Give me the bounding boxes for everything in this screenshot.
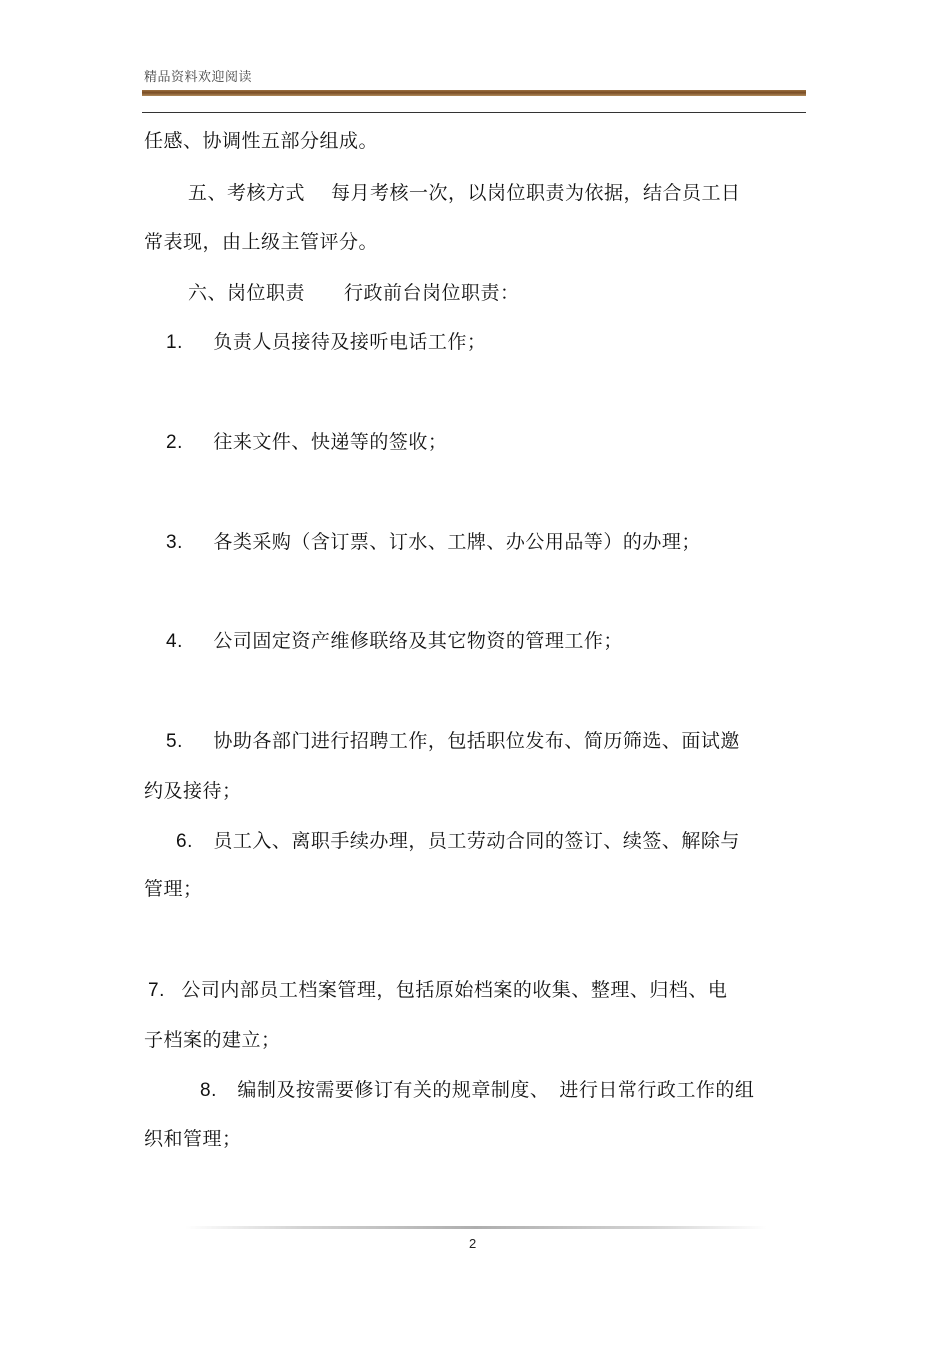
list-item [200,1077,754,1104]
list-item-continuation: 织和管理； [144,1128,242,1150]
list-item [148,977,727,1004]
list-item-continuation: 子档案的建立； [144,1029,281,1051]
list-item-number: 6. [176,831,193,852]
list-item [166,329,486,356]
list-item-text: 负责人员接待及接听电话工作； [213,331,487,353]
list-item [166,429,447,456]
list-item-continuation: 管理； [144,878,203,900]
list-item-text: 公司固定资产维修联络及其它物资的管理工作； [213,630,623,652]
list-item [176,828,740,855]
list-item [166,728,740,755]
list-item-number: 1. [166,332,183,353]
list-item-text: 编制及按需要修订有关的规章制度、 进行日常行政工作的组 [237,1079,755,1101]
list-item-text: 往来文件、快递等的签收； [213,431,448,453]
list-item-number: 4. [166,631,183,652]
list-item-text: 员工入、离职手续办理，员工劳动合同的签订、续签、解除与 [213,830,740,852]
section-job-duties: 六、岗位职责 行政前台岗位职责： [188,282,520,304]
list-item-number: 3. [166,532,183,553]
header-title: 精品资料欢迎阅读 [144,70,253,85]
list-item-number: 8. [200,1080,217,1101]
list-item-number: 5. [166,731,183,752]
header-decorative-bar [142,90,806,96]
page-number: 2 [469,1236,477,1251]
list-item-continuation: 约及接待； [144,780,242,802]
list-item-text: 协助各部门进行招聘工作，包括职位发布、简历筛选、面试邀 [213,730,740,752]
paragraph-line: 常表现，由上级主管评分。 [144,231,379,253]
footer-rule [185,1226,767,1229]
list-item [166,628,623,655]
header-rule [142,112,806,113]
list-item-text: 各类采购（含订票、订水、工牌、办公用品等）的办理； [213,531,701,553]
list-item-text: 公司内部员工档案管理，包括原始档案的收集、整理、归档、电 [181,979,728,1001]
list-item-number: 7. [148,980,165,1001]
paragraph-line: 任感、协调性五部分组成。 [144,130,379,152]
list-item [166,529,701,556]
list-item-number: 2. [166,432,183,453]
section-assessment-method: 五、考核方式 每月考核一次，以岗位职责为依据，结合员工日 [188,182,741,204]
